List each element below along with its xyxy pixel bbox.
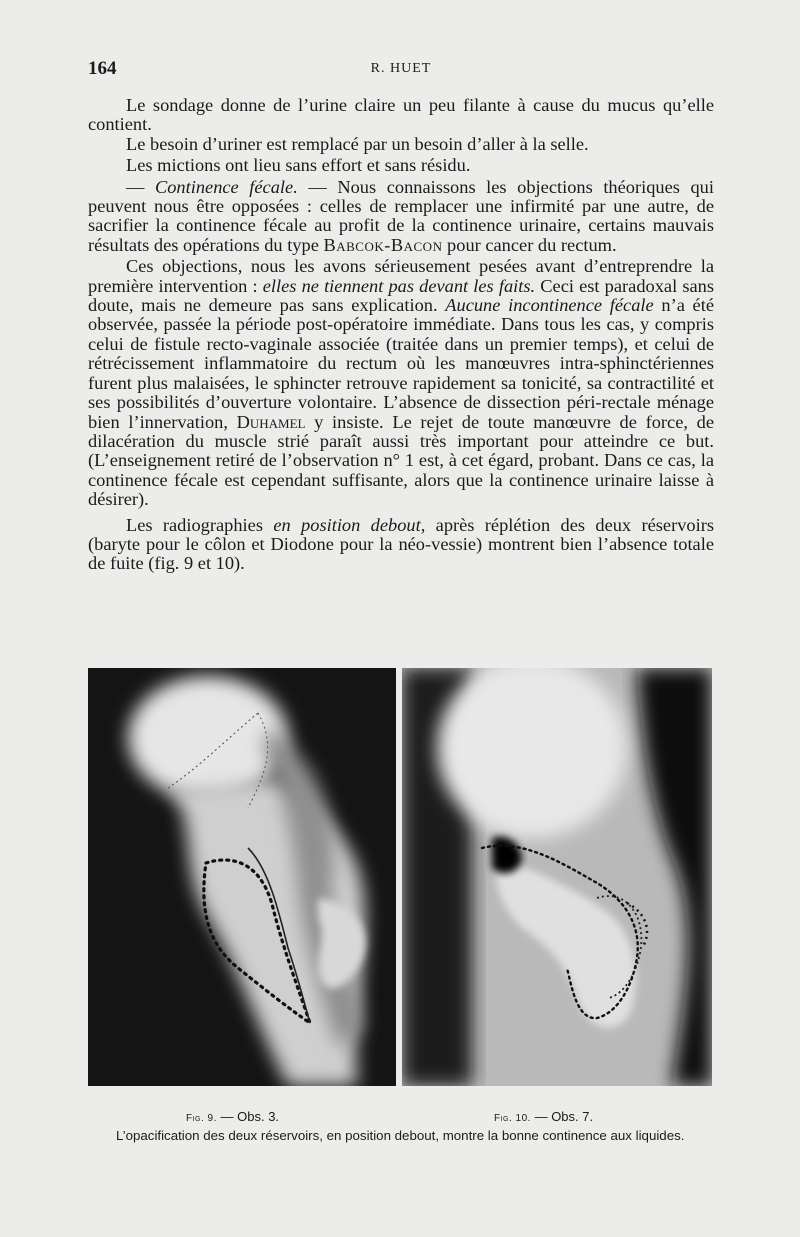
figure-group — [88, 668, 712, 1088]
page-number: 164 — [88, 58, 117, 79]
paragraph-besoin: Le besoin d’uriner est remplacé par un besoin d’aller à la selle. — [126, 133, 589, 154]
emphasis-incontinence: Aucune incontinence fécale — [445, 295, 654, 316]
figure-caption: L’opacification des deux réservoirs, en position debout, montre la bonne continence aux liquides. — [116, 1128, 685, 1143]
paragraph-objections — [88, 257, 714, 509]
paragraph-mictions: Les mictions ont lieu sans effort et sans résidu. — [126, 155, 471, 176]
author-name: Duhamel — [236, 411, 306, 432]
fig9-label — [186, 1109, 279, 1124]
page-header — [88, 58, 714, 82]
body-text — [88, 96, 714, 574]
text-run: — Nous connaissons les objections théoriques qui peuvent nous être opposées : celles de remplacer une infirmité par une autre, de sacrifier la continence fécale au profit de la continence urinaire, certains mauvais résultats des opérations du type — [88, 176, 714, 255]
text-run: pour cancer du rectum. — [442, 234, 617, 255]
fig10-number: Fig. 10. — [494, 1113, 531, 1124]
text-run: Les radiographies — [126, 514, 274, 535]
fig10-obs: — Obs. 7. — [530, 1109, 594, 1124]
paragraph-radiographies — [88, 516, 714, 574]
fig9-obs: — Obs. 3. — [216, 1109, 280, 1124]
emphasis-faits: elles ne tiennent pas devant les faits. — [262, 275, 536, 296]
fig9-number: Fig. 9. — [186, 1113, 217, 1124]
emphasis-debout: en position debout, — [273, 514, 426, 535]
text-run: Ceci est paradoxal sans doute, mais ne demeure pas sans explication. — [88, 275, 714, 316]
text-run: Ces objections, nous les avons sérieusement pesées avant d’entreprendre la première intervention : — [88, 256, 714, 296]
radiograph-fig9 — [88, 668, 396, 1086]
paragraph-sondage: Le sondage donne de l’urine claire un peu filante à cause du mucus qu’elle contient. — [88, 95, 714, 135]
radiograph-fig9-image — [88, 668, 396, 1086]
section-title: Continence fécale. — [154, 176, 298, 197]
radiograph-fig10 — [402, 668, 712, 1086]
running-head: R. HUET — [370, 61, 432, 76]
radiograph-fig10-image — [402, 668, 712, 1086]
fig10-label — [494, 1109, 593, 1124]
author-name: Babcok-Bacon — [323, 234, 443, 255]
text-run: après réplétion des deux réservoirs (baryte pour le côlon et Diodone pour la néo-vessie) montrent bien l’absence totale de fuite (fig. 9 et 10). — [88, 514, 714, 574]
text-run: y insiste. Le rejet de toute manœuvre de force, de dilacération du muscle strié paraît aussi très important pour atteindre ce but. (L’enseignement retiré de l’observation n° 1 est, à cet égard, probant. Dans ce cas, la continence fécale est cependant suffisante, alors que la continence urinaire laisse à désirer). — [88, 411, 714, 510]
text-run: n’a été observée, passée la période post-opératoire immédiate. Dans tous les cas, y compris celui de fistule recto-vaginale associée (traitée dans un premier temps), et celui de rétrécissement inflammatoire du rectum où les manœuvres intra-sphinctériennes furent plus malaisées, le sphincter retrouve rapidement sa tonicité, sa contractilité et ses possibilités d’ouverture volontaire. L’absence de dissection péri-rectale ménage bien l’innervation, — [88, 295, 714, 432]
dash: — — [126, 176, 155, 197]
figure-labels — [88, 1109, 712, 1127]
paragraph-continence — [88, 178, 714, 256]
